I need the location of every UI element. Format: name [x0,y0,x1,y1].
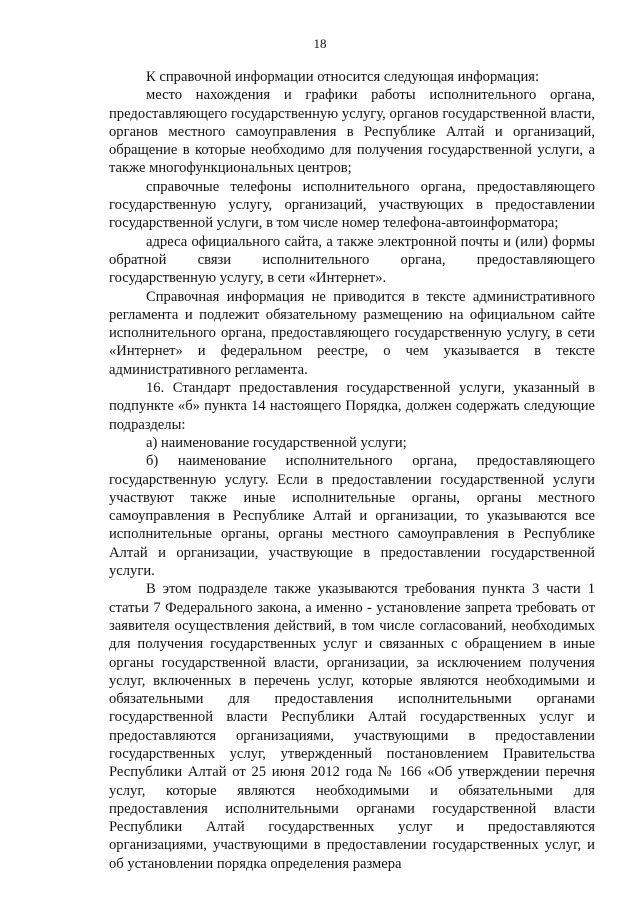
paragraph-reference-info-intro: К справочной информации относится следующая информация: [146,69,540,85]
paragraph-location-schedule: место нахождения и графики работы исполнительного органа, предоставляющего государственную услугу, органов государственной власти, органов местного самоуправления в Республике Алтай и организаций, обращение в которые необходимо для получения государственной услуги, а также многофункциональных центров; [109,87,595,177]
paragraph-requirements: В этом подразделе также указываются требования пункта 3 части 1 статьи 7 Федерального закона, а именно - установление запрета требовать от заявителя осуществления действий, в том числе согласований, необходимых для получения государственных услуг и связанных с обращением в иные органы государственной власти, организации, за исключением получения услуг, включенных в перечень услуг, которые являются необходимыми и обязательными для предоставления исполнительными органами государственной власти Республики Алтай государственных услуг и предоставляются организациями, участвующими в предоставлении государственных услуг, утвержденный постановлением Правительства Республики Алтай от 25 июня 2012 года № 166 «Об утверждении перечня услуг, которые являются необходимыми и обязательными для предоставления исполнительными органами государственной власти Республики Алтай государственных услуг и предоставляются организациями, участвующими в предоставлении государственных услуг, и об установлении порядка определения размера [109,581,595,872]
paragraph-subsection-b: б) наименование исполнительного органа, предоставляющего государственную услугу. Если в предоставлении государственной услуги участвуют также иные исполнительные органы, органы местного самоуправления в Республике Алтай и организации, то указываются все исполнительные органы, органы местного самоуправления в Республике Алтай и организации, участвующие в предоставлении государственной услуги. [109,453,595,580]
paragraph-subsection-a: а) наименование государственной услуги; [146,434,407,451]
paragraph-reference-placement: Справочная информация не приводится в тексте административного регламента и подлежит обязательному размещению на официальном сайте исполнительного органа, предоставляющего государственную услугу, в сети «Интернет» и федеральном реестре, о чем указывается в тексте административного регламента. [109,288,595,378]
document-body [109,68,595,873]
paragraph-item-16: 16. Стандарт предоставления государственной услуги, указанный в подпункте «б» пункта 14 настоящего Порядка, должен содержать следующие подразделы: [109,380,595,433]
paragraph-phones: справочные телефоны исполнительного органа, предоставляющего государственную услугу, организаций, участвующих в предоставлении государственной услуги, в том числе номер телефона-автоинформатора; [109,178,595,232]
page-number: 18 [313,36,327,51]
paragraph-website-email: адреса официального сайта, а также электронной почты и (или) формы обратной связи исполнительного органа, предоставляющего государственную услугу, в сети «Интернет». [109,233,595,287]
